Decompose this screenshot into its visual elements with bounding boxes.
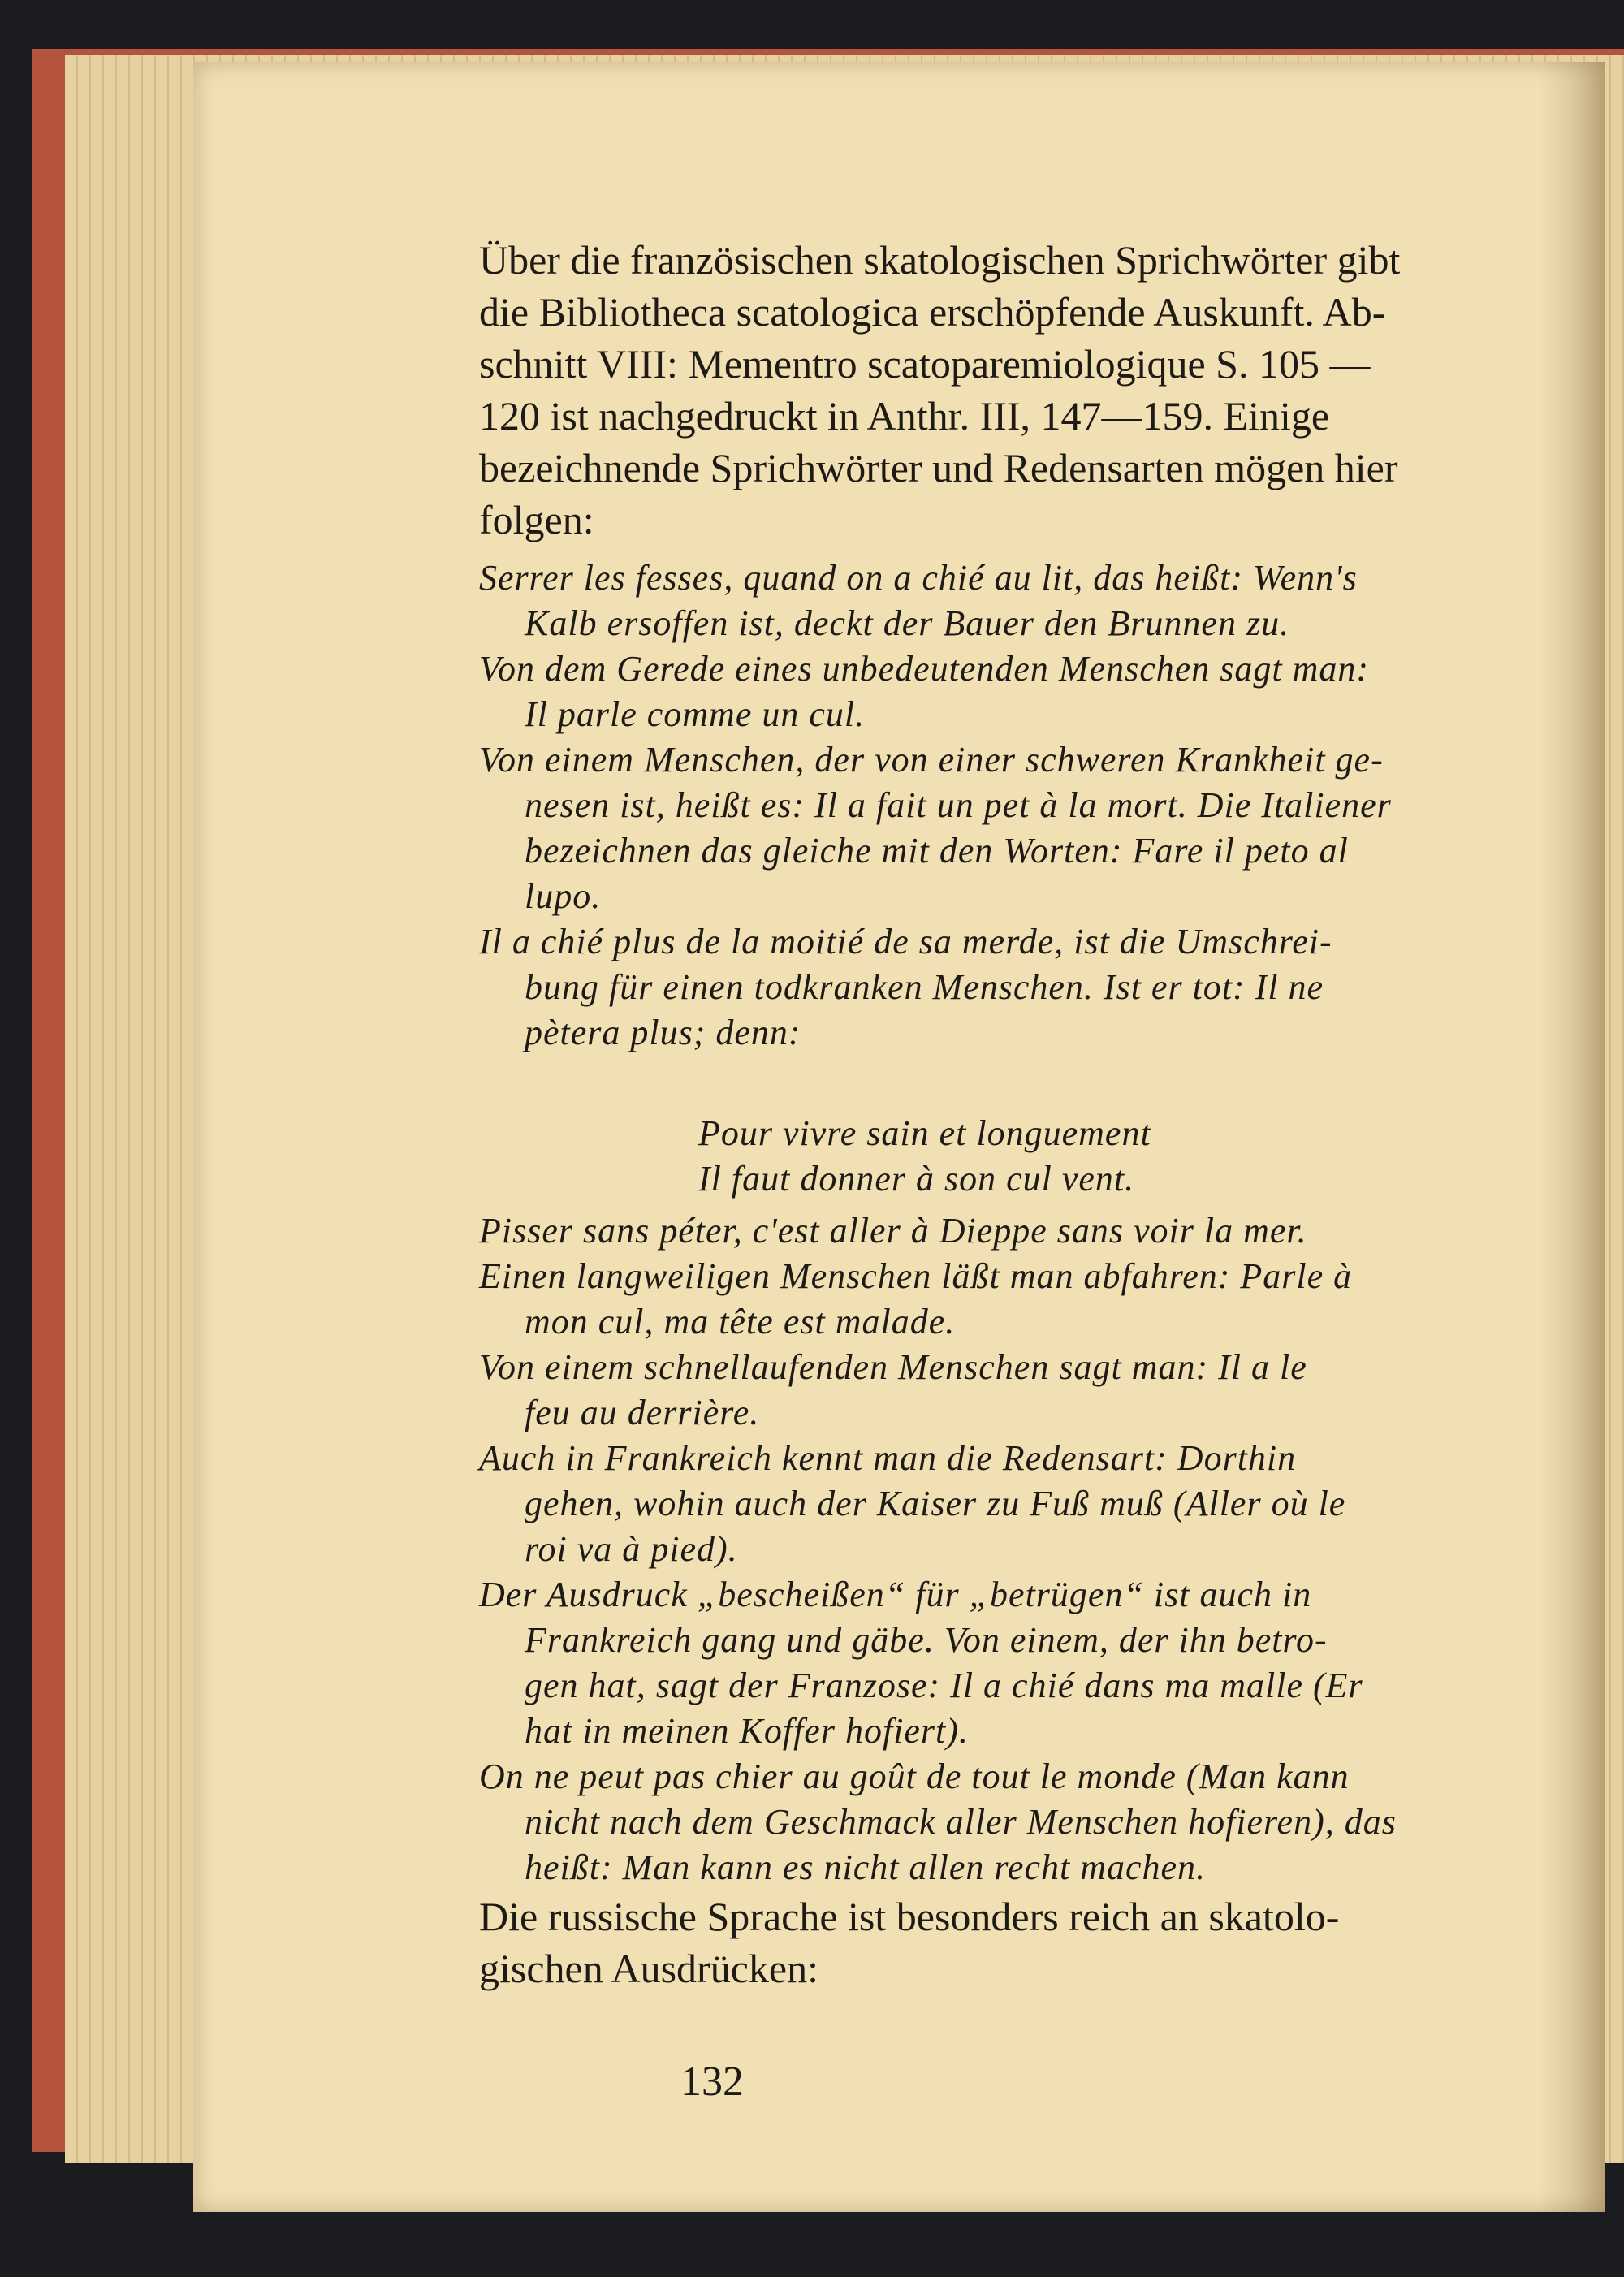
text-line: mon cul, ma tête est malade. <box>525 1302 956 1342</box>
text-line: Über die französischen skatologischen Sprichwörter gibt <box>479 237 1401 283</box>
text-line: roi va à pied). <box>525 1529 738 1569</box>
text-line: bezeichnen das gleiche mit den Worten: Fare il peto al <box>525 831 1349 871</box>
proverb-entry <box>479 737 1624 919</box>
proverb-entry <box>479 919 1624 1056</box>
text-line: gischen Ausdrücken: <box>479 1946 818 1991</box>
proverb-entry <box>479 1436 1624 1572</box>
proverb-entry <box>479 1345 1624 1436</box>
text-line: pètera plus; denn: <box>525 1013 801 1052</box>
text-line: Der Ausdruck „bescheißen“ für „betrügen“ ist auch in <box>479 1575 1312 1614</box>
text-line: 120 ist nachgedruckt in Anthr. III, 147—159. Einige <box>479 393 1330 439</box>
text-line: hat in meinen Koffer hofiert). <box>525 1711 969 1751</box>
text-line: schnitt VIII: Mementro scatoparemiologique S. 105 — <box>479 341 1371 387</box>
text-line: Die russische Sprache ist besonders reich an skatolo- <box>479 1894 1340 1939</box>
proverb-entry <box>479 1254 1624 1345</box>
proverb-entry <box>479 1754 1624 1890</box>
text-line: folgen: <box>479 497 594 542</box>
text-line: gen hat, sagt der Franzose: Il a chié dans ma malle (Er <box>525 1666 1363 1705</box>
text-line: bung für einen todkranken Menschen. Ist er tot: Il ne <box>525 967 1324 1007</box>
text-line: nesen ist, heißt es: Il a fait un pet à la mort. Die Italiener <box>525 785 1392 825</box>
text-line: bezeichnende Sprichwörter und Redensarten mögen hier <box>479 445 1398 490</box>
text-line: Von dem Gerede eines unbedeutenden Menschen sagt man: <box>479 649 1370 689</box>
proverb-entry <box>479 555 1624 646</box>
proverb-entry <box>479 646 1624 737</box>
text-line: Pisser sans péter, c'est aller à Dieppe sans voir la mer. <box>479 1211 1307 1251</box>
text-line: Il parle comme un cul. <box>525 694 866 734</box>
text-line: heißt: Man kann es nicht allen recht machen. <box>525 1847 1207 1887</box>
verse-line: Pour vivre sain et longuement <box>698 1113 1151 1153</box>
intro-paragraph <box>479 234 1624 546</box>
closing-paragraph <box>479 1890 1624 1994</box>
proverb-entry <box>479 1572 1624 1754</box>
page-number: 132 <box>680 2059 744 2105</box>
text-line: die Bibliotheca scatologica erschöpfende Auskunft. Ab- <box>479 289 1386 335</box>
text-line: nicht nach dem Geschmack aller Menschen hofieren), das <box>525 1802 1397 1842</box>
text-line: On ne peut pas chier au goût de tout le monde (Man kann <box>479 1756 1350 1796</box>
proverb-entry <box>479 1208 1624 1254</box>
verse-line: Il faut donner à son cul vent. <box>698 1159 1135 1199</box>
text-line: Frankreich gang und gäbe. Von einem, der ihn betro- <box>525 1620 1328 1660</box>
text-line: Serrer les fesses, quand on a chié au lit, das heißt: Wenn's <box>479 558 1358 598</box>
text-line: Il a chié plus de la moitié de sa merde, ist die Umschrei- <box>479 922 1332 961</box>
text-line: gehen, wohin auch der Kaiser zu Fuß muß (Aller où le <box>525 1484 1346 1523</box>
verse <box>698 1111 1151 1202</box>
text-line: Einen langweiligen Menschen läßt man abfahren: Parle à <box>479 1256 1353 1296</box>
text-line: Auch in Frankreich kennt man die Redensart: Dorthin <box>479 1438 1297 1478</box>
text-line: Von einem schnellaufenden Menschen sagt man: Il a le <box>479 1347 1307 1387</box>
book-page <box>193 62 1605 2212</box>
text-line: feu au derrière. <box>525 1393 760 1432</box>
text-line: Kalb ersoffen ist, deckt der Bauer den Brunnen zu. <box>525 603 1290 643</box>
text-line: Von einem Menschen, der von einer schweren Krankheit ge- <box>479 740 1384 780</box>
text-line: lupo. <box>525 876 602 916</box>
